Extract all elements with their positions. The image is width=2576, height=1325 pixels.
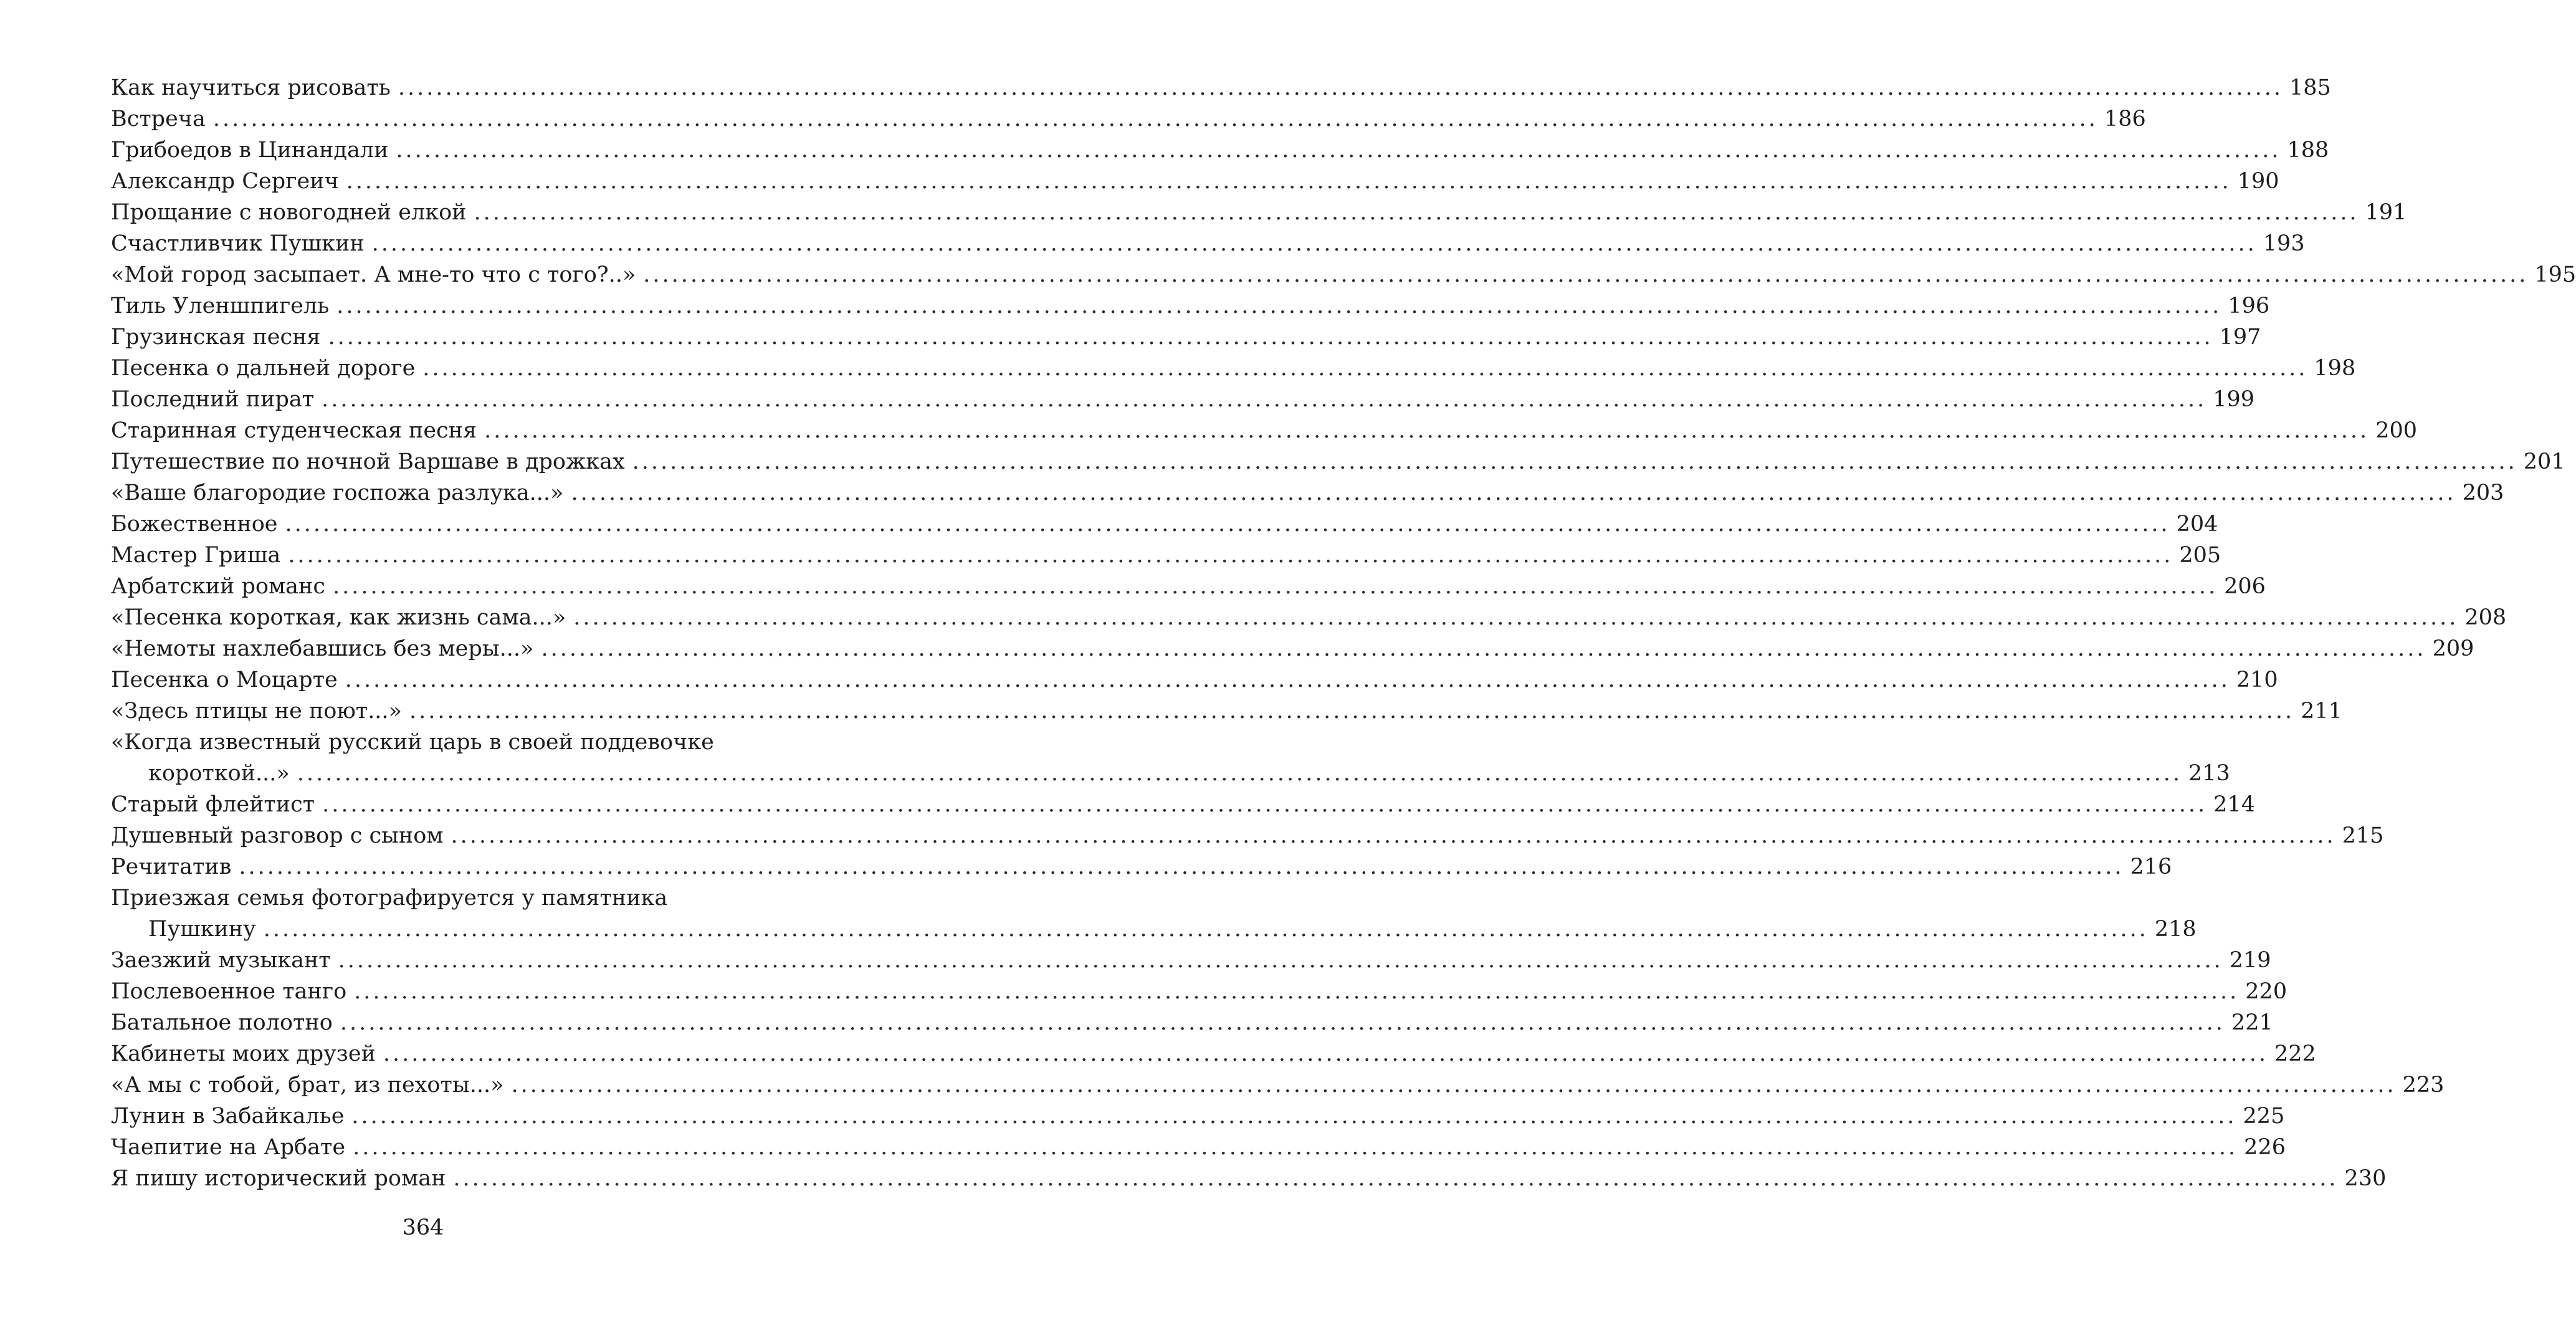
toc-entry	[111, 72, 2331, 103]
toc-entry	[111, 820, 2384, 851]
toc-entry	[111, 103, 2146, 135]
leader-dots: ........................................................................................................................................................................................................	[332, 574, 2218, 599]
toc-entry-title: Тиль Уленшпигель	[111, 294, 330, 318]
toc-entry-title: «А мы с тобой, брат, из пехоты...»	[111, 1073, 504, 1098]
leader-dots: ........................................................................................................................................................................................................	[396, 138, 2281, 163]
toc-entry-title: «Ваше благородие госпожа разлука...»	[111, 481, 564, 505]
toc-entry	[111, 1038, 2316, 1069]
leader-dots: ........................................................................................................................................................................................................	[239, 854, 2124, 879]
toc-entry-title: Песенка о дальней дороге	[111, 356, 416, 381]
toc-entry-title: Батальное полотно	[111, 1010, 333, 1035]
leader-dots: ........................................................................................................................................................................................................	[212, 107, 2098, 132]
leader-dots: ........................................................................................................................................................................................................	[371, 231, 2257, 256]
toc-entry-title: Душевный разговор с сыном	[111, 823, 444, 848]
toc-entry	[111, 135, 2329, 166]
toc-entry-title: Я пишу исторический роман	[111, 1166, 446, 1191]
toc-entry-page: 198	[2314, 356, 2356, 381]
toc-entry-page: 213	[2188, 761, 2230, 786]
toc-entry	[111, 1101, 2285, 1132]
toc-entry	[111, 477, 2504, 509]
leader-dots: ........................................................................................................................................................................................................	[328, 325, 2213, 350]
toc-entry-page: 209	[2432, 636, 2474, 661]
toc-entry	[111, 945, 2271, 976]
toc-entry-page: 230	[2344, 1166, 2387, 1191]
leader-dots: ........................................................................................................................................................................................................	[322, 387, 2207, 412]
toc-entry-title: «Немоты нахлебавшись без меры...»	[111, 636, 534, 661]
toc-entry-page: 210	[2236, 667, 2278, 692]
toc-entry-page: 190	[2237, 169, 2279, 194]
toc-entry-title-line2: короткой...»	[148, 761, 290, 786]
toc-entry-page: 197	[2219, 325, 2261, 350]
leader-dots: ........................................................................................................................................................................................................	[285, 512, 2170, 537]
toc-entry-page: 208	[2464, 605, 2507, 630]
toc-entry	[111, 1163, 2387, 1194]
toc-entry	[111, 540, 2221, 571]
leader-dots: ........................................................................................................................................................................................................	[409, 699, 2295, 724]
toc-entry-page: 220	[2245, 979, 2287, 1004]
leader-dots: ........................................................................................................................................................................................................	[353, 1135, 2238, 1160]
leader-dots: ........................................................................................................................................................................................................	[340, 1010, 2225, 1035]
toc-entry-page: 215	[2342, 823, 2384, 848]
toc-entry	[111, 696, 2342, 727]
toc-entry	[111, 633, 2474, 664]
toc-entry	[111, 976, 2287, 1007]
toc-entry-page: 226	[2244, 1135, 2286, 1160]
toc-entry-page: 185	[2289, 75, 2331, 100]
toc-entry-title: Чаепитие на Арбате	[111, 1135, 346, 1160]
toc-entry	[111, 166, 2279, 197]
toc-entry-title: Божественное	[111, 512, 278, 537]
toc-entry-title: Послевоенное танго	[111, 979, 347, 1004]
toc-entry-title-line1: Приезжая семья фотографируется у памятника	[111, 886, 668, 911]
toc-entry	[111, 509, 2218, 540]
toc-entry-title: Старый флейтист	[111, 792, 315, 817]
toc-entry-page: 214	[2213, 792, 2255, 817]
toc-entry-page: 191	[2365, 200, 2407, 225]
leader-dots: ........................................................................................................................................................................................................	[632, 449, 2517, 474]
toc-entry	[111, 571, 2266, 602]
leader-dots: ........................................................................................................................................................................................................	[338, 948, 2223, 973]
leader-dots: ........................................................................................................................................................................................................	[383, 1041, 2269, 1066]
toc-entry-page: 186	[2104, 107, 2146, 132]
leader-dots: ........................................................................................................................................................................................................	[643, 262, 2529, 287]
toc-entry-title: Грузинская песня	[111, 325, 321, 350]
toc-entry-page: 219	[2229, 948, 2271, 973]
toc-entry-title: Счастливчик Пушкин	[111, 231, 365, 256]
toc-entry-page: 195	[2534, 262, 2576, 287]
toc-entry-title: Заезжий музыкант	[111, 948, 331, 973]
toc-entry-title: Кабинеты моих друзей	[111, 1041, 376, 1066]
toc-entry-title: Грибоедов в Цинандали	[111, 138, 389, 163]
toc-entry	[111, 664, 2278, 696]
leader-dots: ........................................................................................................................................................................................................	[571, 481, 2456, 505]
toc-entry	[111, 1069, 2445, 1101]
toc-entry-page: 201	[2523, 449, 2565, 474]
leader-dots: ........................................................................................................................................................................................................	[351, 1104, 2237, 1129]
leader-dots: ........................................................................................................................................................................................................	[297, 761, 2182, 786]
toc-entry-title: Встреча	[111, 107, 206, 132]
toc-entry-title: Путешествие по ночной Варшаве в дрожках	[111, 449, 625, 474]
toc-entry-page: 216	[2130, 854, 2172, 879]
toc-entry	[111, 851, 2172, 883]
toc-entry-title: Как научиться рисовать	[111, 75, 391, 100]
leader-dots: ........................................................................................................................................................................................................	[322, 792, 2208, 817]
toc-entry-page: 193	[2263, 231, 2305, 256]
leader-dots: ........................................................................................................................................................................................................	[453, 1166, 2339, 1191]
leader-dots: ........................................................................................................................................................................................................	[398, 75, 2283, 100]
toc-entry	[111, 602, 2507, 633]
leader-dots: ........................................................................................................................................................................................................	[354, 979, 2240, 1004]
leader-dots: ........................................................................................................................................................................................................	[573, 605, 2459, 630]
toc-entry	[111, 789, 2255, 820]
toc-entry	[111, 415, 2417, 446]
toc-entry-page: 218	[2154, 917, 2197, 942]
toc-entry-page: 205	[2179, 543, 2221, 568]
leader-dots: ........................................................................................................................................................................................................	[263, 917, 2149, 942]
toc-entry-title: «Мой город засыпает. А мне-то что с того?..»	[111, 262, 636, 287]
leader-dots: ........................................................................................................................................................................................................	[474, 200, 2359, 225]
toc-entry	[111, 197, 2407, 228]
toc-entry-title: Песенка о Моцарте	[111, 667, 338, 692]
toc-entry	[111, 353, 2356, 384]
toc-entry-title-line2: Пушкину	[148, 917, 256, 942]
toc-entry	[111, 1007, 2273, 1038]
leader-dots: ........................................................................................................................................................................................................	[541, 636, 2426, 661]
toc-entry-title: Последний пират	[111, 387, 315, 412]
toc-entry-page: 222	[2274, 1041, 2316, 1066]
toc-entry-page: 211	[2301, 699, 2342, 724]
toc-entry	[111, 446, 2565, 477]
toc-entry-title: Лунин в Забайкалье	[111, 1104, 345, 1129]
toc-entry	[111, 228, 2305, 259]
toc-entry-title: Старинная студенческая песня	[111, 418, 477, 443]
toc-entry-title: Речитатив	[111, 854, 232, 879]
toc-entry-title: «Песенка короткая, как жизнь сама...»	[111, 605, 566, 630]
leader-dots: ........................................................................................................................................................................................................	[451, 823, 2336, 848]
leader-dots: ........................................................................................................................................................................................................	[484, 418, 2370, 443]
leader-dots: ........................................................................................................................................................................................................	[511, 1073, 2397, 1098]
toc-entry-page: 200	[2375, 418, 2417, 443]
page-number: 364	[402, 1215, 444, 1240]
toc-entry	[111, 259, 2576, 290]
toc-entry	[111, 727, 2230, 789]
toc-entry-title: «Здесь птицы не поют...»	[111, 699, 402, 724]
toc-entry-page: 225	[2243, 1104, 2285, 1129]
toc-entry-page: 188	[2287, 138, 2329, 163]
toc-entry-page: 204	[2176, 512, 2218, 537]
leader-dots: ........................................................................................................................................................................................................	[288, 543, 2173, 568]
toc-entry-page: 199	[2213, 387, 2255, 412]
toc-entry-page: 196	[2228, 294, 2270, 318]
toc-entry-title-line1: «Когда известный русский царь в своей поддевочке	[111, 730, 714, 755]
toc-entry	[111, 384, 2255, 415]
table-of-contents	[111, 72, 2576, 1194]
leader-dots: ........................................................................................................................................................................................................	[345, 667, 2230, 692]
toc-entry	[111, 1132, 2286, 1163]
toc-entry-title: Александр Сергеич	[111, 169, 339, 194]
toc-entry-title: Арбатский романс	[111, 574, 325, 599]
toc-entry-title: Мастер Гриша	[111, 543, 281, 568]
leader-dots: ........................................................................................................................................................................................................	[336, 294, 2222, 318]
toc-entry	[111, 290, 2270, 322]
toc-entry-title: Прощание с новогодней елкой	[111, 200, 467, 225]
toc-entry-page: 206	[2224, 574, 2266, 599]
toc-entry-page: 203	[2462, 481, 2504, 505]
toc-entry	[111, 883, 2197, 945]
toc-entry	[111, 322, 2261, 353]
leader-dots: ........................................................................................................................................................................................................	[422, 356, 2308, 381]
toc-entry-page: 221	[2231, 1010, 2273, 1035]
toc-entry-page: 223	[2402, 1073, 2445, 1098]
leader-dots: ........................................................................................................................................................................................................	[346, 169, 2231, 194]
